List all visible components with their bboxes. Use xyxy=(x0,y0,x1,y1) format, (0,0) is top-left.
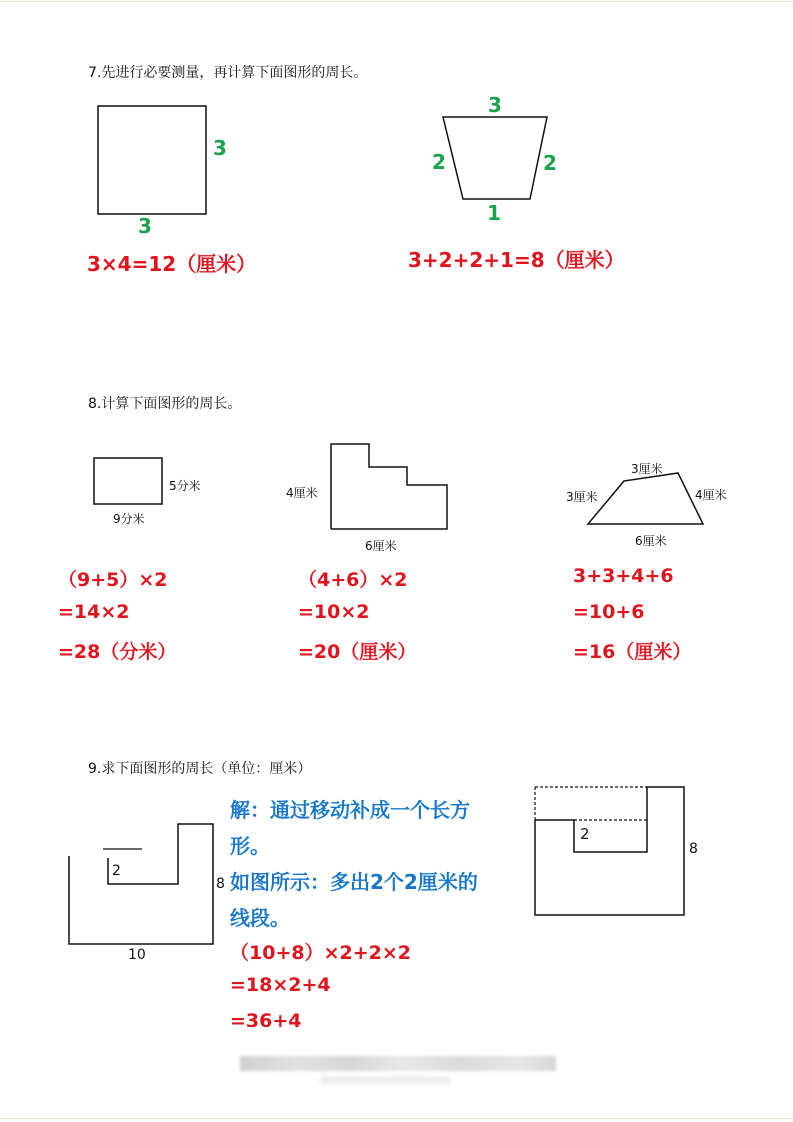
q7-trapezoid-bottom-label: 1 xyxy=(487,201,501,225)
q7-trapezoid-answer: 3+2+2+1=8（厘米） xyxy=(408,248,625,272)
q9-figure-height-label: 8 xyxy=(216,876,225,892)
q9-figure-width-label: 10 xyxy=(128,947,146,963)
q9-solution-line-3: 如图所示：多出2个2厘米的 xyxy=(230,870,478,894)
q8-trap-line-1: 3+3+4+6 xyxy=(573,565,674,587)
blurred-footer-watermark-sub xyxy=(320,1076,450,1084)
q9-solution-line-4: 线段。 xyxy=(230,906,290,930)
q9-solution-line-2: 形。 xyxy=(230,834,270,858)
q7-square-answer: 3×4=12（厘米） xyxy=(87,252,257,276)
q8-trap-right-label: 4厘米 xyxy=(695,488,727,502)
q8-rect-height-label: 5分米 xyxy=(169,479,201,493)
q9-solution-line-6: =18×2+4 xyxy=(230,974,331,996)
q8-rect-width-label: 9分米 xyxy=(113,512,145,526)
q9-solution-line-7: =36+4 xyxy=(230,1010,302,1027)
q8-step-line-1: （4+6）×2 xyxy=(298,569,408,591)
q8-rect-line-1: （9+5）×2 xyxy=(58,569,168,591)
q8-trap-line-3: =16（厘米） xyxy=(573,641,692,663)
q9-solution-box xyxy=(226,790,526,1027)
q8-rect-line-2: =14×2 xyxy=(58,601,130,623)
q8-trap-left-label: 3厘米 xyxy=(566,490,598,504)
q8-trap-top-label: 3厘米 xyxy=(631,462,663,476)
q8-step-line-2: =10×2 xyxy=(298,601,370,623)
q9-figure2-height-label: 8 xyxy=(689,841,698,857)
q8-step-height-label: 4厘米 xyxy=(286,486,318,500)
q7-square-bottom-label: 3 xyxy=(138,214,152,238)
q7-trapezoid-top-label: 3 xyxy=(488,93,502,117)
q8-rect-line-3: =28（分米） xyxy=(58,641,177,663)
q8-step-line-3: =20（厘米） xyxy=(298,641,417,663)
q9-figure2-inner-label: 2 xyxy=(580,825,590,843)
q8-trap-line-2: =10+6 xyxy=(573,601,645,623)
q9-figure-inner-label: 2 xyxy=(112,863,121,879)
q7-square-right-label: 3 xyxy=(213,136,227,160)
blurred-footer-watermark xyxy=(240,1056,556,1071)
question-7-title: 7.先进行必要测量，再计算下面图形的周长。 xyxy=(88,65,368,81)
q7-trapezoid-right-label: 2 xyxy=(543,151,557,175)
q7-trapezoid-left-label: 2 xyxy=(432,150,446,174)
question-9-title: 9.求下面图形的周长（单位：厘米） xyxy=(88,761,312,777)
q9-solution-line-5: （10+8）×2+2×2 xyxy=(230,942,412,964)
q8-trap-bottom-label: 6厘米 xyxy=(635,534,667,548)
question-8-title: 8.计算下面图形的周长。 xyxy=(88,396,242,412)
q9-solution-line-1: 解：通过移动补成一个长方 xyxy=(230,798,470,822)
q8-step-width-label: 6厘米 xyxy=(365,539,397,553)
